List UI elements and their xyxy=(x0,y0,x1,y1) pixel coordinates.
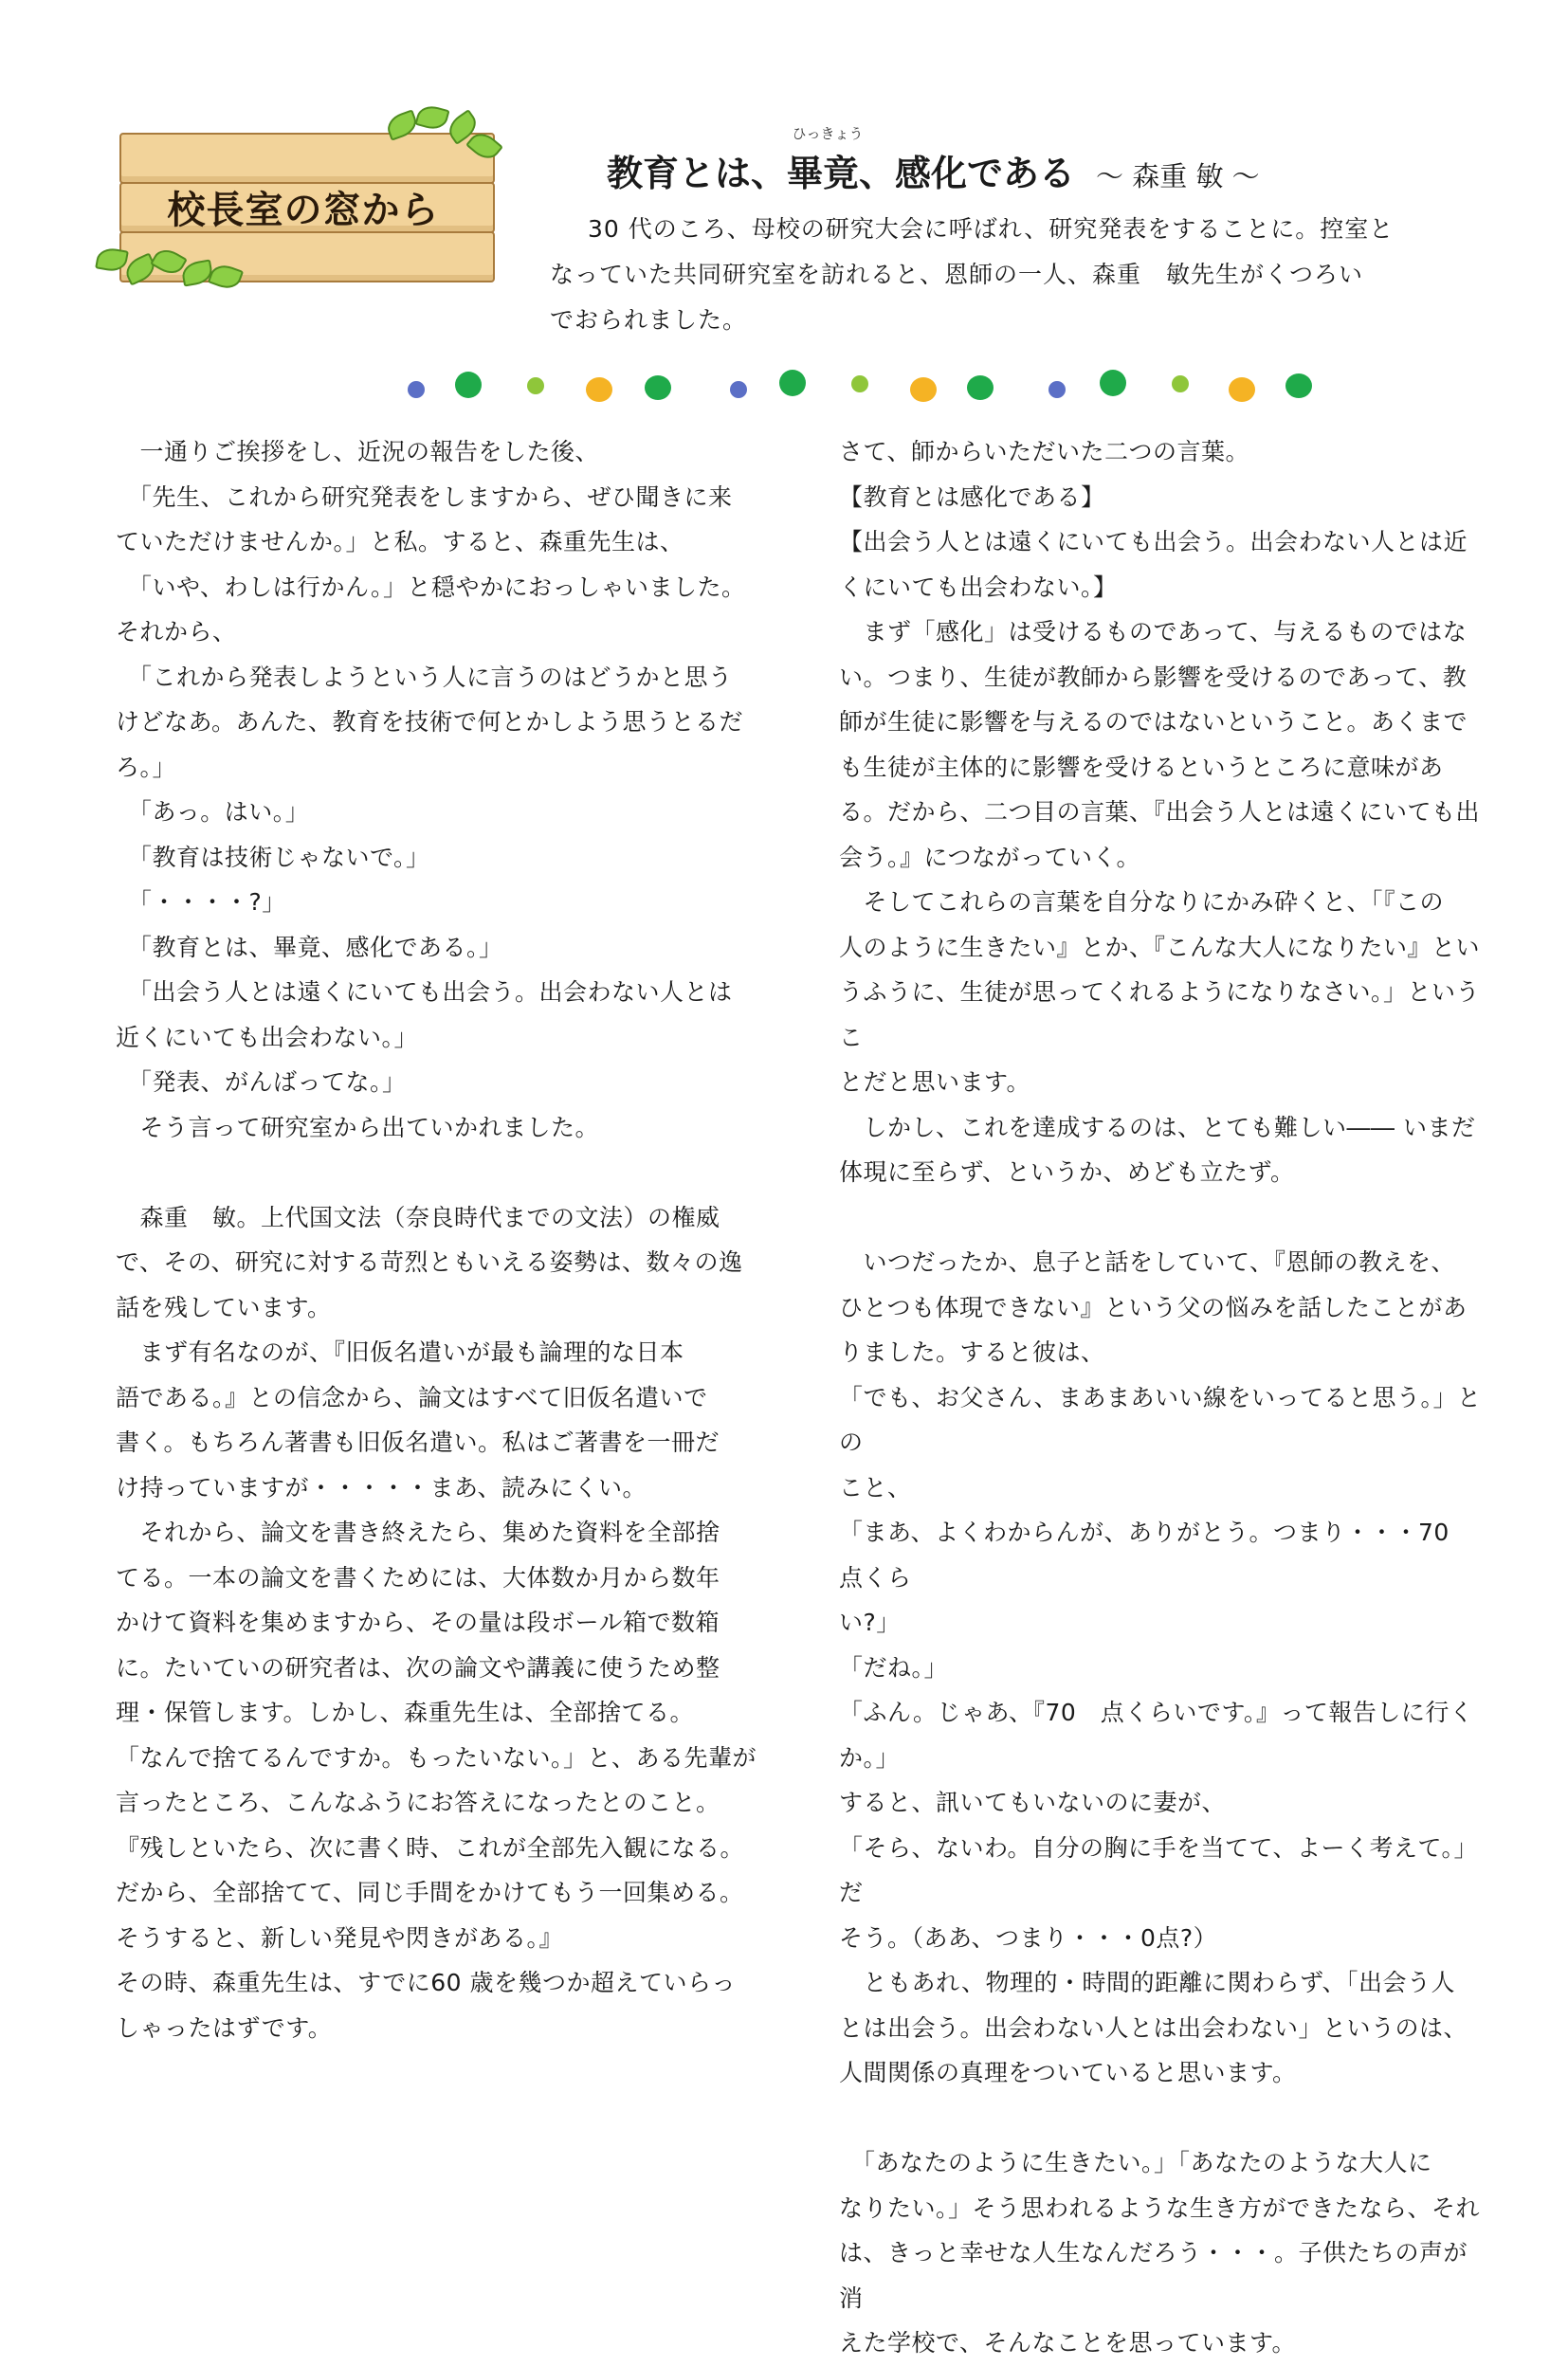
text-line: 話を残しています。 xyxy=(116,1293,332,1321)
text-line: 「発表、がんばってな。」 xyxy=(116,1068,407,1096)
dot-icon xyxy=(527,377,544,394)
text-line: 『残しといたら、次に書く時、これが全部先入観になる。 xyxy=(116,1833,745,1862)
text-line: 師が生徒に影響を与えるのではないということ。あくまで xyxy=(839,708,1468,736)
text-line: こと、 xyxy=(839,1473,912,1502)
intro-line: なっていた共同研究室を訪れると、恩師の一人、森重 敏先生がくつろい xyxy=(550,261,1364,288)
text-line: てる。一本の論文を書くためには、大体数か月から数年 xyxy=(116,1563,720,1592)
author-name: ～ 森重 敏 ～ xyxy=(1096,160,1260,192)
text-line: 「なんで捨てるんですか。もったいない。」と、ある先輩が xyxy=(116,1743,757,1772)
text-line: そう言って研究室から出ていかれました。 xyxy=(116,1113,600,1141)
left-column xyxy=(116,429,760,2050)
dot-icon xyxy=(645,375,671,400)
dot-icon xyxy=(779,370,806,396)
text-line: 「これから発表しようという人に言うのはどうかと思う xyxy=(116,663,733,691)
text-line: しかし、これを達成するのは、とても難しい―― いまだ xyxy=(839,1113,1476,1141)
text-line: 一通りご挨拶をし、近況の報告をした後、 xyxy=(116,438,600,465)
text-line: け持っていますが・・・・・まあ、読みにくい。 xyxy=(116,1473,647,1502)
text-line: 書く。もちろん著書も旧仮名遣い。私はご著書を一冊だ xyxy=(116,1429,720,1456)
text-line: 人間関係の真理をついていると思います。 xyxy=(839,2059,1297,2086)
dot-icon xyxy=(1285,373,1312,398)
text-line: 【教育とは感化である】 xyxy=(839,482,1105,511)
text-line: ろ。」 xyxy=(116,753,177,781)
text-line: それから、論文を書き終えたら、集めた資料を全部捨 xyxy=(116,1519,720,1546)
text-line: は、きっと幸せな人生なんだろう・・・。子供たちの声が消 xyxy=(839,2239,1468,2312)
text-line: うふうに、生徒が思ってくれるようになりなさい。」というこ xyxy=(839,978,1481,1051)
text-line: る。だから、二つ目の言葉、『出会う人とは遠くにいても出 xyxy=(839,798,1481,826)
text-line: ていただけませんか。」と私。すると、森重先生は、 xyxy=(116,528,684,555)
text-line: 「教育は技術じゃないで。」 xyxy=(116,843,430,871)
text-line: 語である。』との信念から、論文はすべて旧仮名遣いで xyxy=(116,1383,708,1411)
text-line: けどなあ。あんた、教育を技術で何とかしよう思うとるだ xyxy=(116,708,744,736)
text-line: さて、師からいただいた二つの言葉。 xyxy=(839,438,1250,465)
dot-icon xyxy=(910,377,937,402)
text-line: も生徒が主体的に影響を受けるというところに意味があ xyxy=(839,753,1444,781)
text-line: 「出会う人とは遠くにいても出会う。出会わない人とは xyxy=(116,978,733,1006)
text-line: 「ふん。じゃあ、『70 点くらいです。』って報告しに行くか。」 xyxy=(839,1699,1474,1772)
text-line: 体現に至らず、というか、めども立たず。 xyxy=(839,1158,1295,1186)
text-line: 「いや、わしは行かん。」と穏やかにおっしゃいました。 xyxy=(116,573,746,601)
text-line: 「だね。」 xyxy=(839,1653,949,1682)
text-line: とは出会う。出会わない人とは出会わない」というのは、 xyxy=(839,2013,1468,2042)
sign-title: 校長室の窓から xyxy=(167,189,440,232)
text-line: で、その、研究に対する苛烈ともいえる姿勢は、数々の逸 xyxy=(116,1248,743,1276)
text-line: まず有名なのが、『旧仮名遣いが最も論理的な日本 xyxy=(116,1338,684,1366)
text-line: ともあれ、物理的・時間的距離に関わらず、「出会う人 xyxy=(839,1969,1456,1996)
text-line: えた学校で、そんなことを思っています。 xyxy=(839,2329,1297,2357)
text-line: 言ったところ、こんなふうにお答えになったとのこと。 xyxy=(116,1789,720,1816)
paragraph-gap xyxy=(839,1195,1484,1241)
dot-icon xyxy=(730,381,747,398)
text-line: まず「感化」は受けるものであって、与えるものではな xyxy=(839,618,1468,646)
text-line: すると、訊いてもいないのに妻が、 xyxy=(839,1789,1227,1816)
text-line: それから、 xyxy=(116,618,237,646)
text-line: 「先生、これから研究発表をしますから、ぜひ聞きに来 xyxy=(116,482,733,511)
text-line: ひとつも体現できない』という父の悩みを話したことがあ xyxy=(839,1293,1468,1321)
text-line: に。たいていの研究者は、次の論文や講義に使うため整 xyxy=(116,1653,720,1682)
dot-icon xyxy=(1048,381,1066,398)
text-line: その時、森重先生は、すでに60 歳を幾つか超えていらっ xyxy=(116,1969,737,1996)
text-line: 森重 敏。上代国文法（奈良時代までの文法）の権威 xyxy=(116,1203,720,1231)
text-line: い?」 xyxy=(839,1609,901,1636)
text-line: なりたい。」そう思われるような生き方ができたなら、それ xyxy=(839,2193,1481,2222)
dot-icon xyxy=(1100,370,1126,396)
text-line: 近くにいても出会わない。」 xyxy=(116,1023,419,1051)
text-line: そうすると、新しい発見や閃きがある。』 xyxy=(116,1923,564,1952)
text-line: い。つまり、生徒が教師から影響を受けるのであって、教 xyxy=(839,663,1468,691)
text-line: しゃったはずです。 xyxy=(116,2013,333,2042)
text-line: 「あっ。はい。」 xyxy=(116,798,310,826)
dot-icon xyxy=(851,375,868,392)
text-line: そう。（ああ、つまり・・・0点?） xyxy=(839,1923,1218,1952)
intro-line: 30 代のころ、母校の研究大会に呼ばれ、研究発表をすることに。控室と xyxy=(588,215,1395,243)
title-text: 教育とは、畢竟、感化である xyxy=(607,153,1076,194)
text-line: いつだったか、息子と話をしていて、『恩師の教えを、 xyxy=(839,1248,1456,1276)
text-line: 「でも、お父さん、まあまあいい線をいってると思う。」との xyxy=(839,1383,1482,1456)
text-line: とだと思います。 xyxy=(839,1068,1031,1096)
dot-icon xyxy=(1229,377,1255,402)
text-line: 人のように生きたい』とか、『こんな大人になりたい』とい xyxy=(839,933,1481,961)
intro-line: でおられました。 xyxy=(550,306,748,334)
text-line: くにいても出会わない。】 xyxy=(839,573,1118,601)
title-ruby: ひっきょう xyxy=(792,125,864,142)
text-line: 「教育とは、畢竟、感化である。」 xyxy=(116,933,503,961)
text-line: かけて資料を集めますから、その量は段ボール箱で数箱 xyxy=(116,1609,720,1636)
paragraph-gap xyxy=(839,2096,1484,2141)
dot-icon xyxy=(967,375,994,400)
dot-icon xyxy=(408,381,425,398)
text-line: 【出会う人とは遠くにいても出会う。出会わない人とは近 xyxy=(839,528,1468,555)
text-line: 「あなたのように生きたい。」「あなたのような大人に xyxy=(839,2149,1432,2176)
text-line: 「まあ、よくわからんが、ありがとう。つまり・・・70 点くら xyxy=(839,1519,1474,1592)
text-line: 理・保管します。しかし、森重先生は、全部捨てる。 xyxy=(116,1699,695,1726)
decorative-dots xyxy=(0,0,1568,417)
right-column xyxy=(839,429,1484,2366)
text-line: そしてこれらの言葉を自分なりにかみ砕くと、「『この xyxy=(839,888,1445,916)
text-line: だから、全部捨てて、同じ手間をかけてもう一回集める。 xyxy=(116,1879,744,1906)
text-line: 「そら、ないわ。自分の胸に手を当てて、よーく考えて。」だ xyxy=(839,1833,1479,1906)
paragraph-gap xyxy=(116,1150,760,1195)
dot-icon xyxy=(455,372,482,398)
text-line: 「・・・・?」 xyxy=(116,888,286,916)
text-line: 会う。』につながっていく。 xyxy=(839,843,1141,871)
text-line: りました。すると彼は、 xyxy=(839,1338,1105,1366)
dot-icon xyxy=(586,377,612,402)
dot-icon xyxy=(1172,375,1189,392)
